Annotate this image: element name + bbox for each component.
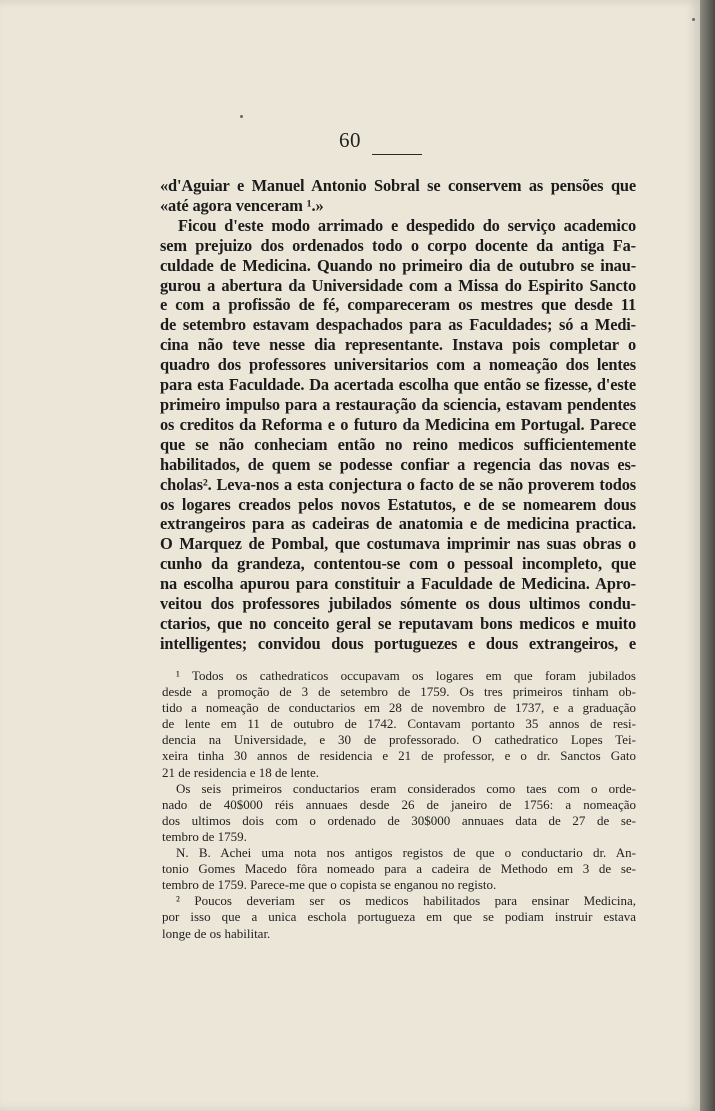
body-line: cunho da grandeza, contentou-se com o pessoal incompleto, que (160, 554, 636, 574)
footnote-line: longe de os habilitar. (162, 925, 271, 941)
body-line: veitou dos professores jubilados sómente os dous ultimos condu- (160, 594, 636, 614)
body-line: e com a profissão de fé, compareceram os mestres que desde 11 (160, 295, 636, 315)
footnote-line: ¹ Todos os cathedraticos occupavam os logares em que foram jubilados (176, 668, 636, 683)
paper-speck (692, 18, 695, 21)
body-line: O Marquez de Pombal, que costumava imprimir nas suas obras o (160, 534, 636, 554)
footnote-line: tido a nomeação de conductarios em 28 de novembro de 1737, e a graduação (162, 700, 636, 716)
body-line: ctarios, que no conceito geral se reputavam bons medicos e muito (160, 613, 636, 633)
body-line: «até agora venceram ¹.» (160, 195, 324, 215)
body-text (160, 176, 636, 654)
footnote-line: nado de 40$000 réis annuaes desde 26 de janeiro de 1756: a nomeação (162, 796, 636, 812)
body-line: de setembro estavam despachados para as Faculdades; só a Medi- (160, 315, 636, 335)
body-line: sem prejuizo dos ordenados todo o corpo docente da antiga Fa- (160, 235, 636, 255)
footnote-line: xeira tinha 30 annos de residencia e 21 de professor, e o dr. Sanctos Gato (162, 748, 636, 764)
footnote-line: dos ultimos dois com o ordenado de 30$000 annuaes data de 27 de se- (162, 812, 636, 828)
footnotes (162, 668, 636, 942)
footnote-line: tembro de 1759. (162, 828, 247, 844)
body-line: extrangeiros para as cadeiras de anatomia e de medicina practica. (160, 514, 636, 534)
body-line: Ficou d'este modo arrimado e despedido do serviço academico (178, 215, 636, 235)
body-line: gurou a abertura da Universidade com a Missa do Espirito Sancto (160, 275, 636, 295)
body-line: os logares creados pelos novos Estatutos, e de se nomearem dous (160, 494, 636, 514)
paper-speck (240, 115, 243, 118)
body-line: quadro dos professores universitarios com a nomeação dos lentes (160, 355, 636, 375)
footnote-line: dencia na Universidade, e 30 de professorado. O cathedratico Lopes Tei- (162, 732, 636, 748)
body-line: cina não teve nesse dia representante. Instava pois completar o (160, 335, 636, 355)
page-edge-shadow (700, 0, 715, 1111)
body-line: «d'Aguiar e Manuel Antonio Sobral se conservem as pensões que (160, 176, 636, 195)
body-line: os creditos da Reforma e o futuro da Medicina em Portugal. Parece (160, 414, 636, 434)
footnote-line: ² Poucos deveriam ser os medicos habilitados para ensinar Medicina, (176, 893, 636, 909)
footnote-line: N. B. Achei uma nota nos antigos registos de que o conductario dr. An- (176, 845, 636, 861)
body-line: habilitados, de quem se podesse confiar a regencia das novas es- (160, 454, 636, 474)
body-line: primeiro impulso para a restauração da sciencia, estavam pendentes (160, 394, 636, 414)
footnote-line: desde a promoção de 3 de setembro de 1759. Os tres primeiros tinham ob- (162, 684, 636, 700)
footnote-line: tonio Gomes Macedo fôra nomeado para a cadeira de Methodo em 3 de se- (162, 861, 636, 877)
body-line: na escolha apurou para constituir a Faculdade de Medicina. Apro- (160, 574, 636, 594)
footnote-line: Os seis primeiros conductarios eram considerados como taes com o orde- (176, 780, 636, 796)
footnote-line: por isso que a unica eschola portugueza em que se podiam instruir estava (162, 909, 636, 925)
body-line: para esta Faculdade. Da acertada escolha que então se fizesse, d'este (160, 375, 636, 395)
footnote-line: tembro de 1759. Parece-me que o copista se enganou no registo. (162, 877, 497, 893)
body-line: que se não conheciam então no reino medicos sufficientemente (160, 434, 636, 454)
body-line: cholas². Leva-nos a esta conjectura o facto de se não proverem todos (160, 474, 636, 494)
page-number: 60 (339, 128, 361, 152)
footnote-line: de lente em 11 de outubro de 1742. Contavam portanto 35 annos de resi- (162, 716, 636, 732)
page-number-rule (372, 154, 422, 155)
footnote-line: 21 de residencia e 18 de lente. (162, 764, 320, 780)
body-line: culdade de Medicina. Quando no primeiro dia de outubro se inau- (160, 255, 636, 275)
body-line: intelligentes; convidou dous portuguezes e dous extrangeiros, e (160, 633, 636, 653)
